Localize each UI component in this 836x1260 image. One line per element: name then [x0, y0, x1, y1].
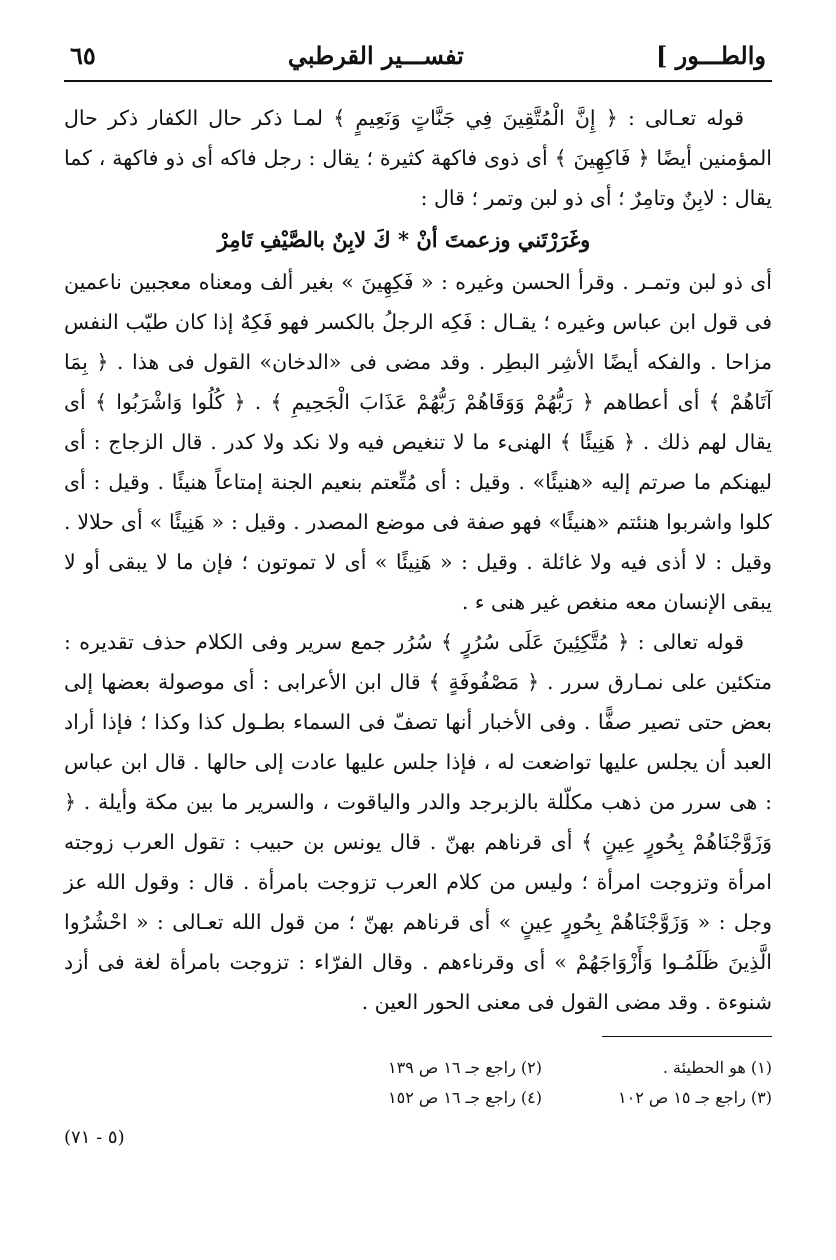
- footnote-divider: [602, 1036, 772, 1045]
- surah-title: والطـــور ]: [655, 40, 766, 70]
- page-header: [64, 30, 772, 82]
- page-number: ٦٥: [70, 40, 96, 70]
- body-text: [64, 98, 772, 1022]
- paragraph-1: قوله تعـالى : ﴿ إِنَّ الْمُتَّقِينَ فِي جَنَّاتٍ وَنَعِيمٍ ﴾ لمـا ذكر حال الكفار ذكر حال المؤمنين أيضًا ﴿ فَاكِهِينَ ﴾ أى ذوى فاكهة كثيرة ؛ يقال : رجل فاكه أى ذو فاكهة ، كما يقال : لابِنٌ وتامِرٌ ؛ أى ذو لبن وتمر ؛ قال :: [64, 106, 772, 210]
- paragraph-2: أى ذو لبن وتمـر . وقرأ الحسن وغيره : « فَكِهِينَ » بغير ألف ومعناه معجبين ناعمين فى قول ابن عباس وغيره ؛ يقـال : فَكِه الرجلُ بالكسر فهو فَكِهٌ إذا كان طيّب النفس مزاحا . والفكه أيضًا الأشِر البطِر . وقد مضى فى «الدخان» القول فى هذا . ﴿ بِمَا آتَاهُمْ ﴾ أى أعطاهم ﴿ رَبُّهُمْ وَوَقَاهُمْ رَبُّهُمْ عَذَابَ الْجَحِيمِ ﴾ . ﴿ كُلُوا وَاشْرَبُوا ﴾ أى يقال لهم ذلك . ﴿ هَنِيئًا ﴾ الهنىء ما لا تنغيص فيه ولا نكد ولا كدر . قال الزجاج : أى ليهنكم ما صرتم إليه «هنيئًا» . وقيل : أى مُتِّعتم بنعيم الجنة إمتاعاً هنيئًا . وقيل : أى كلوا واشربوا هنئتم «هنيئًا» فهو صفة فى موضع المصدر . وقيل : « هَنِيئًا » أى حلالا . وقيل : لا أذى فيه ولا غائلة . وقيل : « هَنِيئًا » أى لا تموتون ؛ فإن ما لا يبقى أو لا يبقى الإنسان معه منغص غير هنى ء .: [64, 270, 772, 614]
- footnote-3: (٣) راجع جـ ١٥ ص ١٠٢: [618, 1088, 772, 1107]
- footnote-2: (٢) راجع جـ ١٦ ص ١٣٩: [388, 1058, 542, 1077]
- footnote-4: (٤) راجع جـ ١٦ ص ١٥٢: [388, 1088, 542, 1107]
- poetry-verse: وغَرَرْتَني وزعمتَ أنْ * كَ لابِنٌ بالصَّيْفِ تَامِرْ: [217, 227, 591, 252]
- paragraph-3: قوله تعالى : ﴿ مُتَّكِئِينَ عَلَى سُرُرٍ ﴾ سُرُر جمع سرير وفى الكلام حذف تقديره : متكئين على نمـارق سرر . ﴿ مَصْفُوفَةٍ ﴾ قال ابن الأعرابى : أى موصولة بعضها إلى بعض حتى تصير صفًّا . وفى الأخبار أنها تصفّ فى السماء بطـول كذا وكذا ؛ فإذا أراد العبد أن يجلس عليها تواضعت له ، فإذا جلس عليها عادت إلى حالها . قال ابن عباس : هى سرر من ذهب مكلّلة بالزبرجد والدر والياقوت ، والسرير ما بين مكة وأيلة . ﴿ وَزَوَّجْنَاهُمْ بِحُورٍ عِينٍ ﴾ أى قرناهم بهنّ . قال يونس بن حبيب : تقول العرب زوجته امرأة وتزوجت امرأة ؛ وليس من كلام العرب تزوجت بامرأة . قال : وقول الله عز وجل : « وَزَوَّجْنَاهُمْ بِحُورٍ عِينٍ » أى قرناهم بهنّ ؛ من قول الله تعـالى : « احْشُرُوا الَّذِينَ ظَلَمُـوا وَأَزْوَاجَهُمْ » أى وقرناءهم . وقال الفرّاء : تزوجت بامرأة لغة فى أزد شنوءة . وقد مضى القول فى معنى الحور العين .: [64, 630, 772, 1014]
- footnotes: [312, 1053, 772, 1113]
- footnote-1: (١) هو الحطيئة .: [662, 1058, 772, 1077]
- book-title: تفســـير القرطبي: [287, 40, 464, 70]
- signature-mark: [64, 1127, 772, 1148]
- signature-text: (٥ - ٧١): [64, 1127, 125, 1148]
